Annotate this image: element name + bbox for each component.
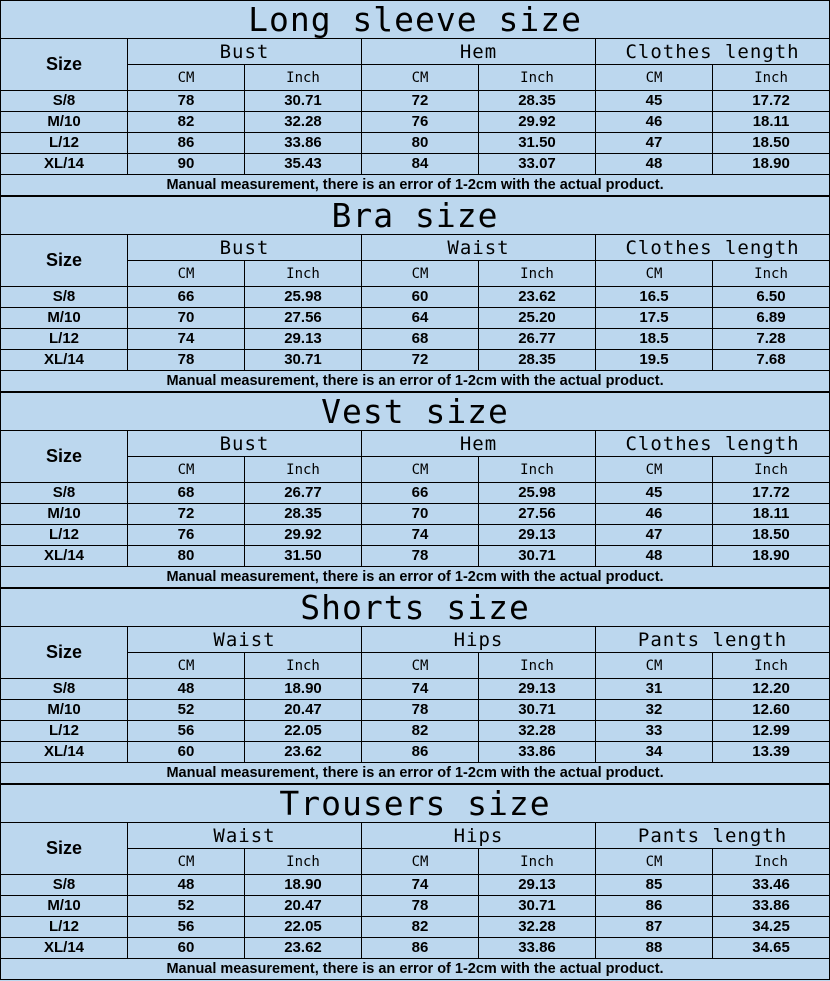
measurement-cell: 30.71 bbox=[479, 896, 596, 917]
unit-cm-header: CM bbox=[362, 849, 479, 875]
measurement-cell: 29.92 bbox=[479, 112, 596, 133]
measurement-cell: 33.86 bbox=[479, 742, 596, 763]
measurement-cell: 33.86 bbox=[245, 133, 362, 154]
unit-inch-header: Inch bbox=[245, 261, 362, 287]
measurement-cell: 32 bbox=[596, 700, 713, 721]
measurement-cell: 13.39 bbox=[713, 742, 830, 763]
measurement-group-header: Hem bbox=[362, 431, 596, 457]
measurement-cell: 18.11 bbox=[713, 504, 830, 525]
table-row bbox=[1, 700, 830, 721]
section-title: Vest size bbox=[1, 393, 830, 431]
size-label-cell: L/12 bbox=[1, 721, 128, 742]
size-label-cell: M/10 bbox=[1, 112, 128, 133]
size-label-cell: M/10 bbox=[1, 700, 128, 721]
unit-cm-header: CM bbox=[596, 65, 713, 91]
section-title: Long sleeve size bbox=[1, 1, 830, 39]
unit-cm-header: CM bbox=[596, 457, 713, 483]
measurement-cell: 82 bbox=[128, 112, 245, 133]
size-label-cell: XL/14 bbox=[1, 546, 128, 567]
measurement-cell: 60 bbox=[128, 938, 245, 959]
measurement-group-header: Pants length bbox=[596, 627, 830, 653]
unit-inch-header: Inch bbox=[713, 65, 830, 91]
unit-inch-header: Inch bbox=[713, 653, 830, 679]
table-row bbox=[1, 91, 830, 112]
measurement-cell: 52 bbox=[128, 700, 245, 721]
size-column-header: Size bbox=[1, 235, 128, 287]
measurement-cell: 18.50 bbox=[713, 133, 830, 154]
size-table bbox=[0, 196, 830, 392]
measurement-cell: 20.47 bbox=[245, 700, 362, 721]
table-row bbox=[1, 721, 830, 742]
unit-cm-header: CM bbox=[362, 457, 479, 483]
table-row bbox=[1, 329, 830, 350]
measurement-cell: 32.28 bbox=[479, 721, 596, 742]
size-column-header: Size bbox=[1, 39, 128, 91]
unit-cm-header: CM bbox=[128, 849, 245, 875]
size-label-cell: S/8 bbox=[1, 483, 128, 504]
measurement-group-header: Bust bbox=[128, 235, 362, 261]
unit-cm-header: CM bbox=[596, 261, 713, 287]
unit-inch-header: Inch bbox=[245, 65, 362, 91]
size-label-cell: XL/14 bbox=[1, 350, 128, 371]
size-section bbox=[0, 196, 830, 392]
table-row bbox=[1, 308, 830, 329]
table-row bbox=[1, 287, 830, 308]
table-row bbox=[1, 938, 830, 959]
section-title: Bra size bbox=[1, 197, 830, 235]
measurement-cell: 29.13 bbox=[479, 875, 596, 896]
measurement-cell: 34.25 bbox=[713, 917, 830, 938]
section-title: Shorts size bbox=[1, 589, 830, 627]
table-row bbox=[1, 917, 830, 938]
measurement-cell: 29.13 bbox=[479, 679, 596, 700]
measurement-cell: 12.60 bbox=[713, 700, 830, 721]
unit-inch-header: Inch bbox=[479, 65, 596, 91]
measurement-cell: 26.77 bbox=[479, 329, 596, 350]
section-title: Trousers size bbox=[1, 785, 830, 823]
size-label-cell: M/10 bbox=[1, 896, 128, 917]
measurement-group-header: Clothes length bbox=[596, 39, 830, 65]
measurement-cell: 66 bbox=[128, 287, 245, 308]
measurement-cell: 25.20 bbox=[479, 308, 596, 329]
size-column-header: Size bbox=[1, 627, 128, 679]
table-row bbox=[1, 154, 830, 175]
measurement-group-header: Waist bbox=[128, 627, 362, 653]
measurement-note: Manual measurement, there is an error of 1-2cm with the actual product. bbox=[1, 567, 830, 588]
measurement-cell: 70 bbox=[362, 504, 479, 525]
unit-cm-header: CM bbox=[128, 65, 245, 91]
unit-cm-header: CM bbox=[362, 65, 479, 91]
size-label-cell: S/8 bbox=[1, 679, 128, 700]
measurement-cell: 35.43 bbox=[245, 154, 362, 175]
measurement-group-header: Pants length bbox=[596, 823, 830, 849]
measurement-cell: 88 bbox=[596, 938, 713, 959]
measurement-cell: 19.5 bbox=[596, 350, 713, 371]
measurement-group-header: Bust bbox=[128, 39, 362, 65]
measurement-cell: 18.5 bbox=[596, 329, 713, 350]
measurement-cell: 18.11 bbox=[713, 112, 830, 133]
table-row bbox=[1, 483, 830, 504]
measurement-cell: 84 bbox=[362, 154, 479, 175]
measurement-cell: 82 bbox=[362, 917, 479, 938]
measurement-cell: 78 bbox=[128, 350, 245, 371]
table-row bbox=[1, 133, 830, 154]
measurement-cell: 30.71 bbox=[245, 350, 362, 371]
measurement-cell: 34.65 bbox=[713, 938, 830, 959]
table-row bbox=[1, 679, 830, 700]
measurement-cell: 70 bbox=[128, 308, 245, 329]
size-column-header: Size bbox=[1, 431, 128, 483]
size-section bbox=[0, 0, 830, 196]
measurement-group-header: Hem bbox=[362, 39, 596, 65]
measurement-cell: 48 bbox=[128, 875, 245, 896]
unit-cm-header: CM bbox=[596, 849, 713, 875]
measurement-cell: 66 bbox=[362, 483, 479, 504]
measurement-cell: 17.72 bbox=[713, 91, 830, 112]
measurement-cell: 48 bbox=[596, 154, 713, 175]
measurement-cell: 46 bbox=[596, 504, 713, 525]
measurement-cell: 18.50 bbox=[713, 525, 830, 546]
measurement-cell: 78 bbox=[362, 546, 479, 567]
measurement-cell: 72 bbox=[128, 504, 245, 525]
measurement-cell: 45 bbox=[596, 91, 713, 112]
measurement-cell: 27.56 bbox=[245, 308, 362, 329]
measurement-cell: 72 bbox=[362, 91, 479, 112]
measurement-group-header: Hips bbox=[362, 627, 596, 653]
measurement-cell: 76 bbox=[128, 525, 245, 546]
measurement-cell: 72 bbox=[362, 350, 479, 371]
measurement-cell: 31.50 bbox=[245, 546, 362, 567]
measurement-cell: 86 bbox=[362, 938, 479, 959]
size-column-header: Size bbox=[1, 823, 128, 875]
size-section bbox=[0, 588, 830, 784]
measurement-cell: 33.86 bbox=[713, 896, 830, 917]
measurement-cell: 23.62 bbox=[245, 938, 362, 959]
measurement-cell: 17.72 bbox=[713, 483, 830, 504]
measurement-cell: 27.56 bbox=[479, 504, 596, 525]
table-row bbox=[1, 546, 830, 567]
measurement-group-header: Waist bbox=[128, 823, 362, 849]
table-row bbox=[1, 350, 830, 371]
unit-inch-header: Inch bbox=[479, 849, 596, 875]
measurement-cell: 33.86 bbox=[479, 938, 596, 959]
size-table bbox=[0, 784, 830, 980]
measurement-cell: 86 bbox=[596, 896, 713, 917]
measurement-cell: 12.20 bbox=[713, 679, 830, 700]
measurement-cell: 46 bbox=[596, 112, 713, 133]
table-row bbox=[1, 525, 830, 546]
measurement-cell: 29.13 bbox=[479, 525, 596, 546]
measurement-cell: 28.35 bbox=[479, 91, 596, 112]
measurement-cell: 80 bbox=[362, 133, 479, 154]
size-label-cell: XL/14 bbox=[1, 154, 128, 175]
unit-cm-header: CM bbox=[362, 261, 479, 287]
measurement-cell: 52 bbox=[128, 896, 245, 917]
measurement-cell: 48 bbox=[128, 679, 245, 700]
unit-cm-header: CM bbox=[362, 653, 479, 679]
measurement-cell: 90 bbox=[128, 154, 245, 175]
size-label-cell: S/8 bbox=[1, 875, 128, 896]
measurement-note: Manual measurement, there is an error of 1-2cm with the actual product. bbox=[1, 371, 830, 392]
measurement-cell: 86 bbox=[128, 133, 245, 154]
measurement-note: Manual measurement, there is an error of 1-2cm with the actual product. bbox=[1, 959, 830, 980]
measurement-group-header: Clothes length bbox=[596, 431, 830, 457]
table-row bbox=[1, 112, 830, 133]
size-table bbox=[0, 588, 830, 784]
measurement-cell: 31.50 bbox=[479, 133, 596, 154]
table-row bbox=[1, 896, 830, 917]
size-label-cell: S/8 bbox=[1, 287, 128, 308]
measurement-cell: 74 bbox=[362, 525, 479, 546]
unit-inch-header: Inch bbox=[713, 261, 830, 287]
measurement-cell: 18.90 bbox=[713, 546, 830, 567]
measurement-cell: 33 bbox=[596, 721, 713, 742]
measurement-cell: 60 bbox=[128, 742, 245, 763]
size-section bbox=[0, 784, 830, 980]
measurement-cell: 6.89 bbox=[713, 308, 830, 329]
measurement-cell: 56 bbox=[128, 721, 245, 742]
unit-cm-header: CM bbox=[596, 653, 713, 679]
unit-inch-header: Inch bbox=[713, 457, 830, 483]
unit-inch-header: Inch bbox=[479, 653, 596, 679]
measurement-cell: 17.5 bbox=[596, 308, 713, 329]
measurement-group-header: Bust bbox=[128, 431, 362, 457]
unit-inch-header: Inch bbox=[245, 653, 362, 679]
measurement-cell: 33.46 bbox=[713, 875, 830, 896]
size-label-cell: L/12 bbox=[1, 917, 128, 938]
measurement-cell: 23.62 bbox=[245, 742, 362, 763]
unit-cm-header: CM bbox=[128, 261, 245, 287]
measurement-cell: 22.05 bbox=[245, 721, 362, 742]
measurement-cell: 20.47 bbox=[245, 896, 362, 917]
size-table bbox=[0, 0, 830, 196]
measurement-group-header: Clothes length bbox=[596, 235, 830, 261]
measurement-cell: 82 bbox=[362, 721, 479, 742]
measurement-cell: 68 bbox=[362, 329, 479, 350]
measurement-cell: 78 bbox=[128, 91, 245, 112]
measurement-cell: 32.28 bbox=[245, 112, 362, 133]
measurement-cell: 30.71 bbox=[479, 700, 596, 721]
measurement-cell: 31 bbox=[596, 679, 713, 700]
measurement-cell: 25.98 bbox=[245, 287, 362, 308]
measurement-cell: 33.07 bbox=[479, 154, 596, 175]
measurement-group-header: Waist bbox=[362, 235, 596, 261]
measurement-cell: 7.68 bbox=[713, 350, 830, 371]
measurement-cell: 68 bbox=[128, 483, 245, 504]
measurement-cell: 25.98 bbox=[479, 483, 596, 504]
size-label-cell: M/10 bbox=[1, 504, 128, 525]
unit-cm-header: CM bbox=[128, 653, 245, 679]
table-row bbox=[1, 875, 830, 896]
measurement-cell: 7.28 bbox=[713, 329, 830, 350]
measurement-cell: 45 bbox=[596, 483, 713, 504]
measurement-cell: 76 bbox=[362, 112, 479, 133]
size-label-cell: L/12 bbox=[1, 329, 128, 350]
size-label-cell: S/8 bbox=[1, 91, 128, 112]
size-label-cell: M/10 bbox=[1, 308, 128, 329]
measurement-cell: 34 bbox=[596, 742, 713, 763]
measurement-cell: 28.35 bbox=[479, 350, 596, 371]
measurement-cell: 30.71 bbox=[479, 546, 596, 567]
size-label-cell: XL/14 bbox=[1, 938, 128, 959]
measurement-cell: 32.28 bbox=[479, 917, 596, 938]
unit-inch-header: Inch bbox=[245, 849, 362, 875]
measurement-note: Manual measurement, there is an error of 1-2cm with the actual product. bbox=[1, 763, 830, 784]
measurement-cell: 78 bbox=[362, 700, 479, 721]
measurement-cell: 74 bbox=[362, 679, 479, 700]
measurement-cell: 87 bbox=[596, 917, 713, 938]
size-table bbox=[0, 392, 830, 588]
measurement-cell: 29.92 bbox=[245, 525, 362, 546]
table-row bbox=[1, 742, 830, 763]
size-label-cell: XL/14 bbox=[1, 742, 128, 763]
unit-inch-header: Inch bbox=[479, 261, 596, 287]
measurement-cell: 78 bbox=[362, 896, 479, 917]
unit-inch-header: Inch bbox=[245, 457, 362, 483]
measurement-cell: 18.90 bbox=[245, 679, 362, 700]
measurement-cell: 22.05 bbox=[245, 917, 362, 938]
measurement-note: Manual measurement, there is an error of 1-2cm with the actual product. bbox=[1, 175, 830, 196]
measurement-group-header: Hips bbox=[362, 823, 596, 849]
measurement-cell: 18.90 bbox=[713, 154, 830, 175]
measurement-cell: 60 bbox=[362, 287, 479, 308]
measurement-cell: 74 bbox=[128, 329, 245, 350]
measurement-cell: 85 bbox=[596, 875, 713, 896]
measurement-cell: 56 bbox=[128, 917, 245, 938]
measurement-cell: 64 bbox=[362, 308, 479, 329]
measurement-cell: 28.35 bbox=[245, 504, 362, 525]
measurement-cell: 80 bbox=[128, 546, 245, 567]
measurement-cell: 48 bbox=[596, 546, 713, 567]
unit-inch-header: Inch bbox=[479, 457, 596, 483]
measurement-cell: 12.99 bbox=[713, 721, 830, 742]
measurement-cell: 47 bbox=[596, 133, 713, 154]
measurement-cell: 26.77 bbox=[245, 483, 362, 504]
table-row bbox=[1, 504, 830, 525]
measurement-cell: 29.13 bbox=[245, 329, 362, 350]
size-label-cell: L/12 bbox=[1, 133, 128, 154]
measurement-cell: 18.90 bbox=[245, 875, 362, 896]
size-label-cell: L/12 bbox=[1, 525, 128, 546]
measurement-cell: 74 bbox=[362, 875, 479, 896]
size-section bbox=[0, 392, 830, 588]
unit-inch-header: Inch bbox=[713, 849, 830, 875]
unit-cm-header: CM bbox=[128, 457, 245, 483]
measurement-cell: 47 bbox=[596, 525, 713, 546]
measurement-cell: 86 bbox=[362, 742, 479, 763]
measurement-cell: 16.5 bbox=[596, 287, 713, 308]
measurement-cell: 30.71 bbox=[245, 91, 362, 112]
measurement-cell: 23.62 bbox=[479, 287, 596, 308]
measurement-cell: 6.50 bbox=[713, 287, 830, 308]
